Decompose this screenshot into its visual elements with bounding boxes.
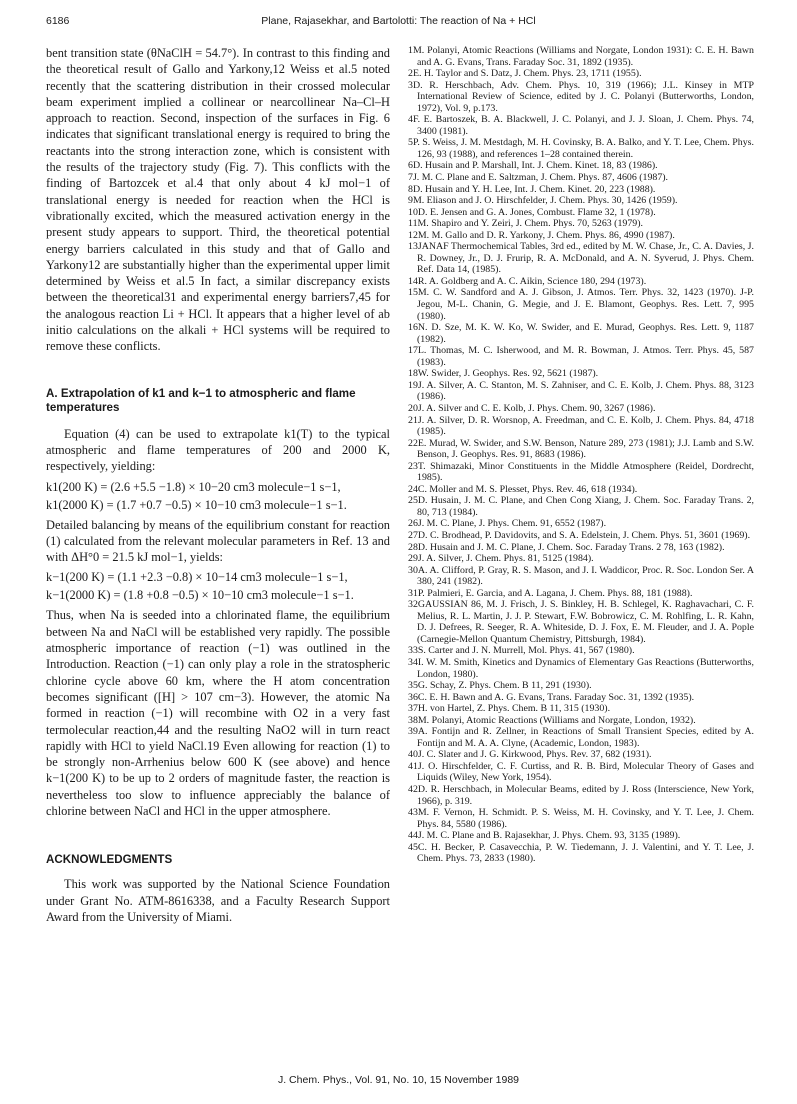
reference-item: 29J. A. Silver, J. Chem. Phys. 81, 5125 (1984). (408, 553, 594, 565)
reference-item: 36C. E. H. Bawn and A. G. Evans, Trans. Faraday Soc. 31, 1392 (1935). (408, 691, 695, 703)
reference-item: 25D. Husain, J. M. C. Plane, and Chen Cong Xiang, J. Chem. Soc. Faraday Trans. 2, 80, 713 (1984). (408, 495, 754, 518)
left-column (46, 45, 390, 925)
reference-item: 45C. H. Becker, P. Casavecchia, P. W. Tiedemann, J. J. Valentini, and Y. T. Lee, J. Chem. Phys. 73, 2833 (1980). (408, 841, 754, 865)
equation: k−1(2000 K) = (1.8 +0.8 −0.5) × 10−10 cm3 molecule−1 s−1. (46, 588, 354, 603)
reference-item: 13JANAF Thermochemical Tables, 3rd ed., edited by M. W. Chase, Jr., C. A. Davies, J. R. Downey, Jr., D. J. Frurip, R. A. McDonald, and A. N. Syverud, J. Phys. Chem. Ref. Data 14, (1985). (408, 241, 754, 276)
reference-item: 22E. Murad, W. Swider, and S.W. Benson, Nature 289, 273 (1981); J.J. Lamb and S.W. Benson, J. Geophys. Res. 91, 8683 (1986). (408, 437, 754, 461)
reference-item: 30A. A. Clifford, P. Gray, R. S. Mason, and J. I. Waddicor, Proc. R. Soc. London Ser. A 380, 241 (1982). (408, 564, 754, 588)
reference-item: 10D. E. Jensen and G. A. Jones, Combust. Flame 32, 1 (1978). (408, 206, 656, 218)
reference-item: 12M. M. Gallo and D. R. Yarkony, J. Chem. Phys. 86, 4990 (1987). (408, 229, 675, 241)
reference-item: 2E. H. Taylor and S. Datz, J. Chem. Phys. 23, 1711 (1955). (408, 68, 642, 80)
reference-item: 11M. Shapiro and Y. Zeiri, J. Chem. Phys. 70, 5263 (1979). (408, 218, 643, 230)
reference-item: 21J. A. Silver, D. R. Worsnop, A. Freedman, and C. E. Kolb, J. Chem. Phys. 84, 4718 (1985). (408, 414, 754, 438)
reference-item: 15M. C. W. Sandford and A. J. Gibson, J. Atmos. Terr. Phys. 32, 1423 (1970). J-P. Jegou, M-L. Chanin, G. Megie, and J. E. Blamont, Geophys. Res. Lett. 7, 995 (1980). (408, 287, 754, 322)
body-paragraph: Equation (4) can be used to extrapolate k1(T) to the typical atmospheric and flame temperatures of 200 and 2000 K, respectively, yielding: (46, 426, 390, 474)
body-paragraph: bent transition state (θNaClH = 54.7°). In contrast to this finding and the theoretical result of Gallo and Yarkony,12 Weiss et al.5 noted recently that the scattering distribution in their crossed molecular beam experiment implied a collinear or nearcollinear Na–Cl–H approach to reaction. Second, inspection of the surfaces in Fig. 6 indicates that significant translational energy is required to bring the reactants into the strong interaction zone, which is consistent with the results of the trajectory study (Fig. 7). This conflicts with the finding of Bartozcek et al.4 that only about 4 kJ mol−1 of translational energy is needed for reaction when the HCl is vibrationally excited, which the measured activation energy in the present study appears to support. Third, the theoretical potential energy barriers calculated in this study and that of Gallo and Yarkony12 are substantially higher than the experimental upper limit determined by Weiss et al.5 In fact, a similar discrepancy exists between the theoretical31 and experimental energy barriers7,45 for the analogous reaction Li + HCl. It appears that a higher level of ab initio calculations on the alkali + HCl systems will be required to remove these conflicts. (46, 46, 390, 354)
reference-item: 32GAUSSIAN 86, M. J. Frisch, J. S. Binkley, H. B. Schlegel, K. Raghavachari, C. F. Melius, R. L. Martin, J. J. P. Stewart, F.W. Bobrowicz, C. M. Rohlfing, L. R. Kahn, D. J. Defrees, R. Seeger, R. A. Whiteside, D. J. Fox, E. M. Fleuder, and J. A. Pople (Carnegie-Mellon Quantum Chemistry, Pittsburgh, 1984). (408, 599, 754, 645)
references-list (408, 45, 754, 865)
reference-item: 34I. W. M. Smith, Kinetics and Dynamics of Elementary Gas Reactions (Butterworths, London, 1980). (408, 656, 754, 680)
reference-item: 42D. R. Herschbach, in Molecular Beams, edited by J. Ross (Interscience, New York, 1966), p. 319. (408, 784, 754, 807)
reference-item: 17L. Thomas, M. C. Isherwood, and M. R. Bowman, J. Atmos. Terr. Phys. 45, 587 (1983). (408, 345, 754, 368)
page-number: 6186 (46, 15, 70, 27)
reference-item: 35G. Schay, Z. Phys. Chem. B 11, 291 (1930). (408, 680, 592, 692)
reference-item: 8D. Husain and Y. H. Lee, Int. J. Chem. Kinet. 20, 223 (1988). (408, 183, 656, 195)
reference-item: 18W. Swider, J. Geophys. Res. 92, 5621 (1987). (408, 368, 599, 380)
reference-item: 23T. Shimazaki, Minor Constituents in the Middle Atmosphere (Reidel, Dordrecht, 1985). (408, 460, 754, 484)
equation: k−1(200 K) = (1.1 +2.3 −0.8) × 10−14 cm3 molecule−1 s−1, (46, 570, 348, 585)
running-title: Plane, Rajasekhar, and Bartolotti: The reaction of Na + HCl (261, 15, 536, 27)
reference-item: 9M. Eliason and J. O. Hirschfelder, J. Chem. Phys. 30, 1426 (1959). (408, 195, 678, 207)
body-paragraph: Thus, when Na is seeded into a chlorinated flame, the equilibrium between Na and NaCl will be established very rapidly. The possible atmospheric importance of reaction (−1) was outlined in the Introduction. Reaction (−1) can only play a role in the stratospheric chlorine cycle above 60 km, where the H atom concentration becomes significant ([H] > 107 cm−3). However, the atomic Na formed in reaction (−1) will recombine with O2 in a very fast termolecular reaction,44 and the resulting NaO2 will in turn react rapidly with HCl to yield NaCl.19 Even allowing for reaction (1) to be strongly non-Arrhenius below 600 K (see above) and hence k−1(200 K) to be up to 2 orders of magnitude faster, the reaction is nevertheless too slow to influence appreciably the balance of chlorine between NaCl and HCl in the upper atmosphere. (46, 608, 390, 818)
reference-item: 44J. M. C. Plane and B. Rajasekhar, J. Phys. Chem. 93, 3135 (1989). (408, 830, 681, 842)
reference-item: 38M. Polanyi, Atomic Reactions (Williams and Norgate, London, 1932). (408, 714, 696, 726)
reference-item: 43M. F. Vernon, H. Schmidt. P. S. Weiss, M. H. Covinsky, and Y. T. Lee, J. Chem. Phys. 84, 5580 (1986). (408, 807, 754, 830)
reference-item: 26J. M. C. Plane, J. Phys. Chem. 91, 6552 (1987). (408, 518, 607, 530)
reference-item: 4F. E. Bartoszek, B. A. Blackwell, J. C. Polanyi, and J. J. Sloan, J. Chem. Phys. 74, 3400 (1981). (408, 114, 754, 137)
reference-item: 27D. C. Brodhead, P. Davidovits, and S. A. Edelstein, J. Chem. Phys. 51, 3601 (1969). (408, 529, 751, 541)
equation: k1(200 K) = (2.6 +5.5 −1.8) × 10−20 cm3 molecule−1 s−1, (46, 479, 341, 494)
reference-item: 14R. A. Goldberg and A. C. Aikin, Science 180, 294 (1973). (408, 275, 647, 287)
reference-item: 3D. R. Herschbach, Adv. Chem. Phys. 10, 319 (1966); J.L. Kinsey in MTP International Review of Science, edited by J. C. Polanyi (Butterworths, London, 1972), Vol. 9, p.173. (408, 79, 754, 114)
reference-item: 1M. Polanyi, Atomic Reactions (Williams and Norgate, London 1931): C. E. H. Bawn and A. G. Evans, Trans. Faraday Soc. 31, 1892 (1935). (408, 45, 754, 68)
reference-item: 16N. D. Sze, M. K. W. Ko, W. Swider, and E. Murad, Geophys. Res. Lett. 9, 1187 (1982). (408, 322, 754, 345)
reference-item: 20J. A. Silver and C. E. Kolb, J. Phys. Chem. 90, 3267 (1986). (408, 402, 656, 414)
reference-item: 24C. Moller and M. S. Plesset, Phys. Rev. 46, 618 (1934). (408, 483, 638, 495)
body-paragraph: Detailed balancing by means of the equilibrium constant for reaction (1) calculated from the relevant molecular parameters in Ref. 13 and with ΔH°0 = 21.5 kJ mol−1, yields: (46, 517, 390, 565)
acknowledgments-heading: ACKNOWLEDGMENTS (46, 853, 173, 867)
equation: k1(2000 K) = (1.7 +0.7 −0.5) × 10−10 cm3 molecule−1 s−1. (46, 497, 347, 512)
reference-item: 37H. von Hartel, Z. Phys. Chem. B 11, 315 (1930). (408, 703, 611, 715)
reference-item: 19J. A. Silver, A. C. Stanton, M. S. Zahniser, and C. E. Kolb, J. Chem. Phys. 88, 3123 (1986). (408, 379, 754, 403)
section-heading: A. Extrapolation of k1 and k−1 to atmospheric and flame temperatures (46, 386, 356, 414)
reference-item: 6D. Husain and P. Marshall, Int. J. Chem. Kinet. 18, 83 (1986). (408, 160, 658, 172)
reference-item: 7J. M. C. Plane and E. Saltzman, J. Chem. Phys. 87, 4606 (1987). (408, 172, 669, 184)
page-header (46, 15, 751, 31)
reference-item: 31P. Palmieri, E. Garcia, and A. Lagana, J. Chem. Phys. 88, 181 (1988). (408, 587, 693, 599)
reference-item: 41J. O. Hirschfelder, C. F. Curtiss, and R. B. Bird, Molecular Theory of Gases and Liquids (Wiley, New York, 1954). (408, 760, 754, 784)
acknowledgments-text: This work was supported by the National Science Foundation under Grant No. ATM-8616338, and a Faculty Research Support Award from the University of Miami. (46, 877, 390, 924)
reference-item: 5P. S. Weiss, J. M. Mestdagh, M. H. Covinsky, B. A. Balko, and Y. T. Lee, Chem. Phys. 126, 93 (1988), and references 1–28 contained therein. (408, 137, 754, 160)
reference-item: 39A. Fontijn and R. Zellner, in Reactions of Small Transient Species, edited by A. Fontijn and M. A. A. Clyne, (Academic, London, 1983). (408, 726, 754, 749)
page-footer: J. Chem. Phys., Vol. 91, No. 10, 15 November 1989 (277, 1074, 520, 1086)
reference-item: 33S. Carter and J. N. Murrell, Mol. Phys. 41, 567 (1980). (408, 645, 635, 657)
reference-item: 40J. C. Slater and J. G. Kirkwood, Phys. Rev. 37, 682 (1931). (408, 749, 652, 761)
reference-item: 28D. Husain and J. M. C. Plane, J. Chem. Soc. Faraday Trans. 2 78, 163 (1982). (408, 541, 725, 553)
